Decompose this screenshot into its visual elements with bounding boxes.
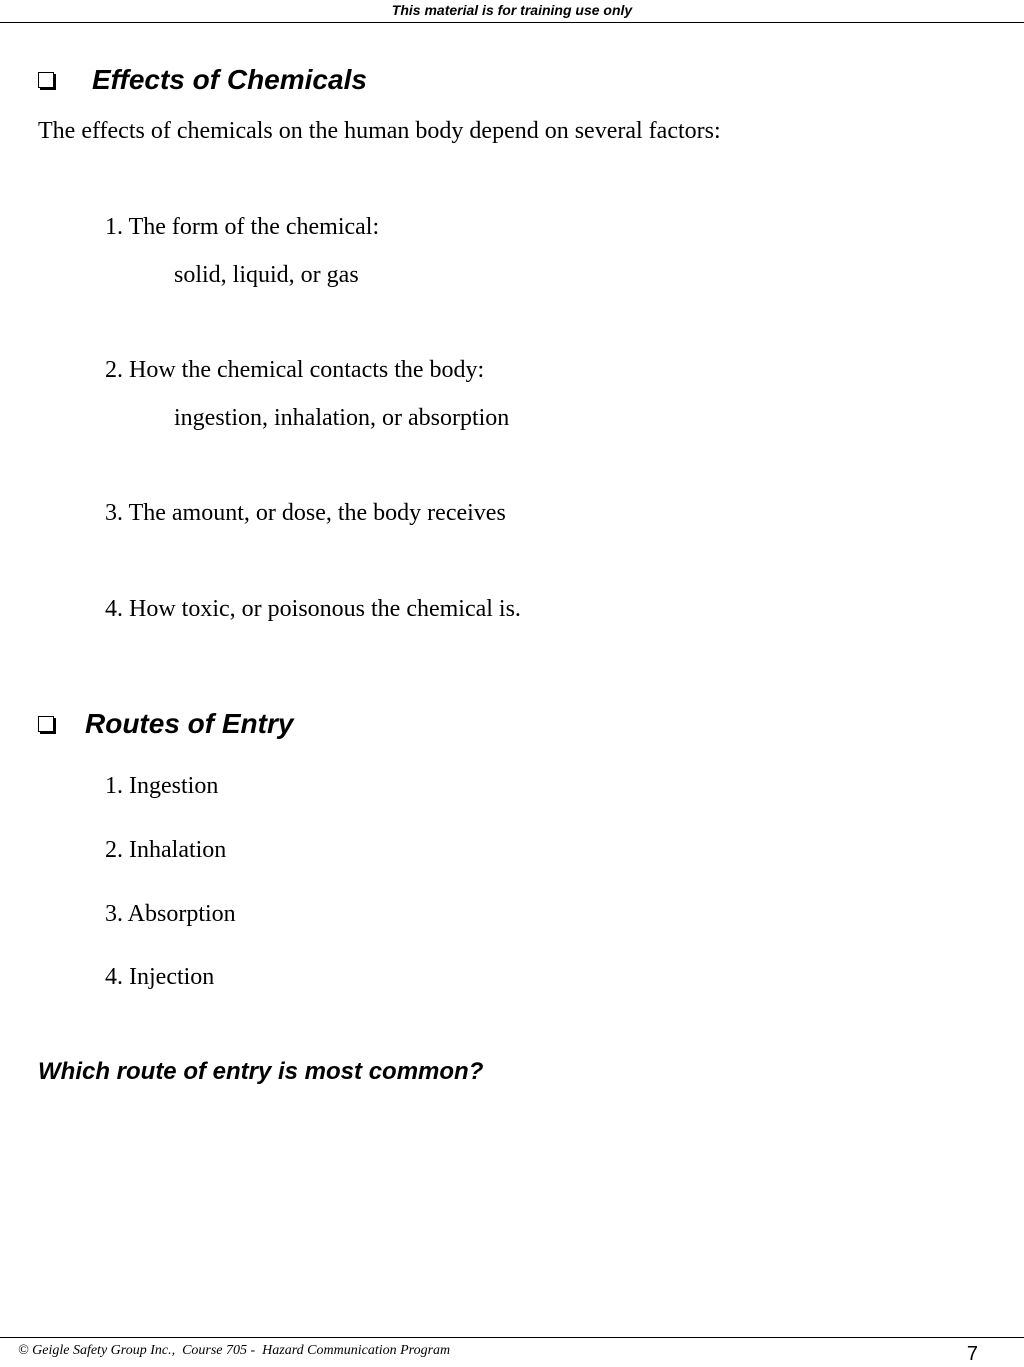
- section-heading-effects: Effects of Chemicals: [92, 64, 367, 95]
- factor-item: 2. How the chemical contacts the body:: [105, 357, 485, 383]
- page-number: 7: [966, 1343, 978, 1365]
- route-item: 2. Inhalation: [105, 837, 227, 863]
- route-item: 3. Absorption: [105, 901, 236, 927]
- factor-item: 4. How toxic, or poisonous the chemical is.: [105, 596, 521, 622]
- checkbox-square-icon: [38, 72, 54, 88]
- factor-item: 3. The amount, or dose, the body receives: [105, 500, 506, 526]
- review-question: Which route of entry is most common?: [38, 1058, 484, 1085]
- footer-divider: [0, 1337, 1024, 1338]
- factor-detail: ingestion, inhalation, or absorption: [174, 405, 510, 431]
- header-divider: [0, 22, 1024, 23]
- route-item: 1. Ingestion: [105, 773, 219, 799]
- checkbox-square-icon: [38, 716, 54, 732]
- training-notice: This material is for training use only: [391, 2, 633, 18]
- route-item: 4. Injection: [105, 964, 215, 990]
- footer-copyright: © Geigle Safety Group Inc., Course 705 - Hazard Communication Program: [18, 1343, 451, 1358]
- factor-detail: solid, liquid, or gas: [174, 262, 359, 288]
- section-heading-routes: Routes of Entry: [85, 708, 294, 739]
- effects-intro: The effects of chemicals on the human body depend on several factors:: [38, 118, 721, 144]
- factor-item: 1. The form of the chemical:: [105, 214, 380, 240]
